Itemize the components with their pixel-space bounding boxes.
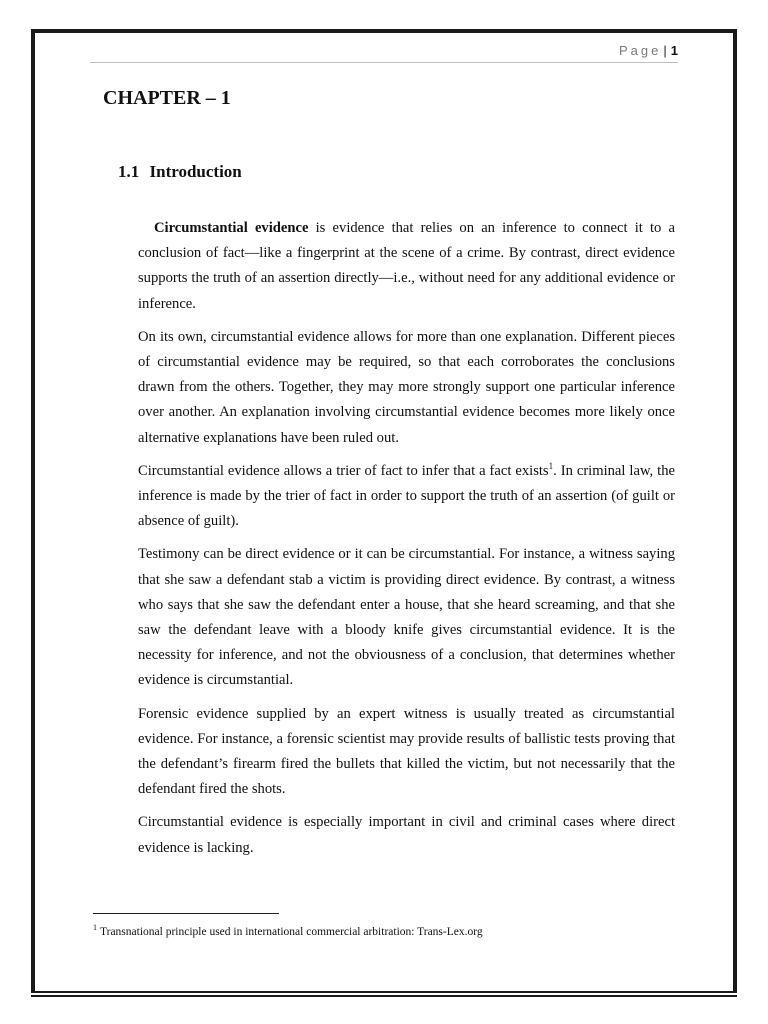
footnote-reference[interactable]: 1 <box>548 460 554 471</box>
page-label: Page <box>619 43 662 58</box>
paragraph-1-term: Circumstantial evidence <box>154 220 309 236</box>
paragraph-2: On its own, circumstantial evidence allows for more than one explanation. Different pieces of circumstantial evidence may be required, so that each corroborates the conclusions drawn from the others. Together, they may more strongly support one particular inference over another. An explanation involving circumstantial evidence becomes more likely once alternative explanations have been ruled out. <box>138 328 675 446</box>
section-title: Introduction <box>149 162 242 181</box>
paragraph-3 <box>138 459 675 535</box>
footnote-text: Transnational principle used in international commercial arbitration: Trans-Lex.org <box>100 925 483 938</box>
page-separator: | <box>663 43 667 58</box>
footnote <box>93 920 483 940</box>
paragraph-4: Testimony can be direct evidence or it can be circumstantial. For instance, a witness saying that she saw a defendant stab a victim is providing direct evidence. By contrast, a witness who says that she saw the defendant enter a house, that she heard screaming, and that she saw the defendant leave with a bloody knife gives circumstantial evidence. It is the necessity for inference, and not the obviousness of a conclusion, that determines whether evidence is circumstantial. <box>138 546 675 689</box>
section-number: 1.1 <box>118 162 140 181</box>
paragraph-3-text: Circumstantial evidence allows a trier of fact to infer that a fact exists <box>138 462 549 479</box>
paragraph-3-text-rest: . In criminal law, the inference is made by the trier of fact in order to support the truth of an assertion (of guilt or absence of guilt). <box>138 462 675 530</box>
paragraph-1-text: is evidence that relies on an inference to connect it to a conclusion of fact—like a fingerprint at the scene of a crime. By contrast, direct evidence supports the truth of an assertion directly—i.e., without need for any additional evidence or inference. <box>138 220 675 312</box>
paragraph-1 <box>138 216 675 317</box>
page-header <box>90 42 678 63</box>
page-border-bottom-rule <box>31 995 737 997</box>
body-text <box>138 216 675 869</box>
section-heading <box>118 162 242 182</box>
footnote-marker: 1 <box>93 923 97 932</box>
paragraph-6: Circumstantial evidence is especially important in civil and criminal cases where direct evidence is lacking. <box>138 814 675 856</box>
footnote-separator <box>93 913 279 914</box>
chapter-title: CHAPTER – 1 <box>103 87 231 109</box>
paragraph-5: Forensic evidence supplied by an expert witness is usually treated as circumstantial evidence. For instance, a forensic scientist may provide results of ballistic tests proving that the defendant’s firearm fired the bullets that killed the victim, but not necessarily that the defendant fired the shots. <box>138 705 675 798</box>
page-number: 1 <box>670 43 678 58</box>
